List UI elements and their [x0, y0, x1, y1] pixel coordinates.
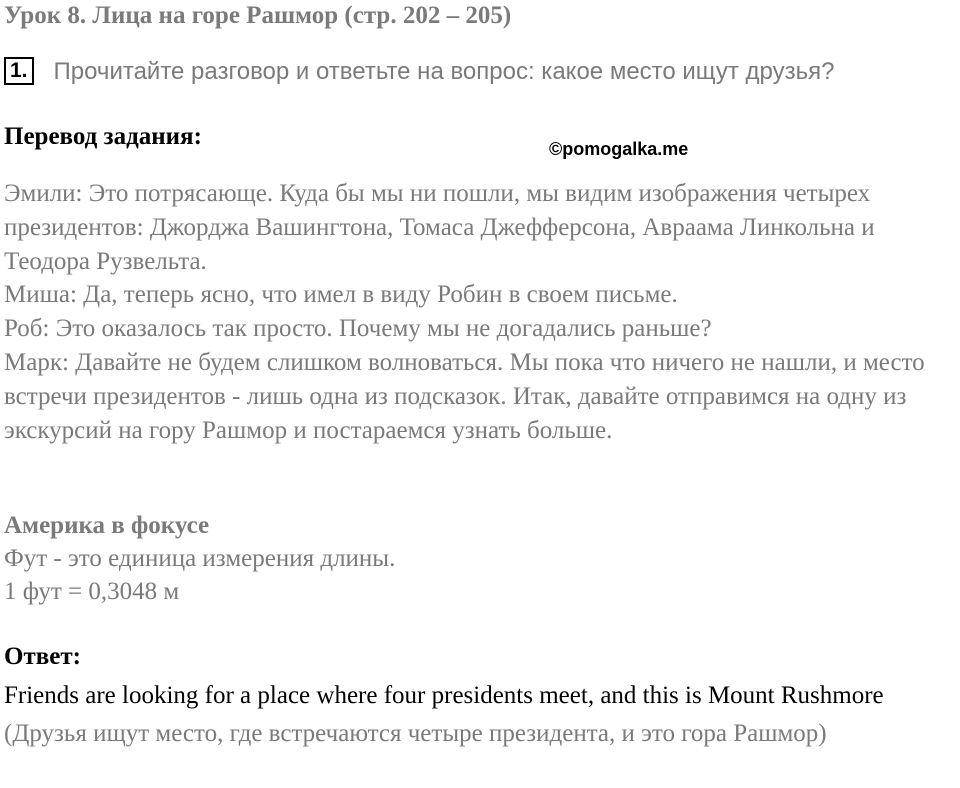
answer-english: Friends are looking for a place where four presidents meet, and this is Mount Rushmore	[4, 682, 884, 709]
lesson-title: Урок 8. Лица на горе Рашмор (стр. 202 – 205)	[4, 2, 512, 29]
watermark: ©pomogalka.me	[549, 139, 689, 159]
task-row	[4, 56, 834, 88]
focus-title: Америка в фокусе	[4, 512, 210, 539]
dialogue-paragraph-mark: Марк: Давайте не будем слишком волноваться. Мы пока что ничего не нашли, и место встречи президентов - лишь одна из подсказок. Итак, давайте отправимся на одну из экскурсий на гору Рашмор и постараемся узнать больше.	[4, 348, 925, 444]
translation-heading: Перевод задания:	[4, 123, 202, 150]
answer-russian: (Друзья ищут место, где встречаются четыре президента, и это гора Рашмор)	[4, 719, 827, 747]
dialogue-paragraph-misha: Миша: Да, теперь ясно, что имел в виду Робин в своем письме.	[4, 281, 678, 309]
focus-definition: Фут - это единица измерения длины.	[4, 545, 396, 572]
dialogue-paragraph-rob: Роб: Это оказалось так просто. Почему мы не догадались раньше?	[4, 315, 712, 343]
focus-conversion: 1 фут = 0,3048 м	[4, 578, 180, 605]
dialogue-paragraph-emily: Эмили: Это потрясающе. Куда бы мы ни пошли, мы видим изображения четырех президентов: Джорджа Вашингтона, Томаса Джефферсона, Авраама Линкольна и Теодора Рузвельта.	[4, 180, 875, 275]
task-text: Прочитайте разговор и ответьте на вопрос: какое место ищут друзья?	[53, 58, 835, 85]
task-number-badge: 1.	[4, 57, 34, 85]
answer-text	[4, 677, 956, 752]
dialogue-text	[4, 177, 954, 447]
answer-heading: Ответ:	[4, 643, 81, 670]
